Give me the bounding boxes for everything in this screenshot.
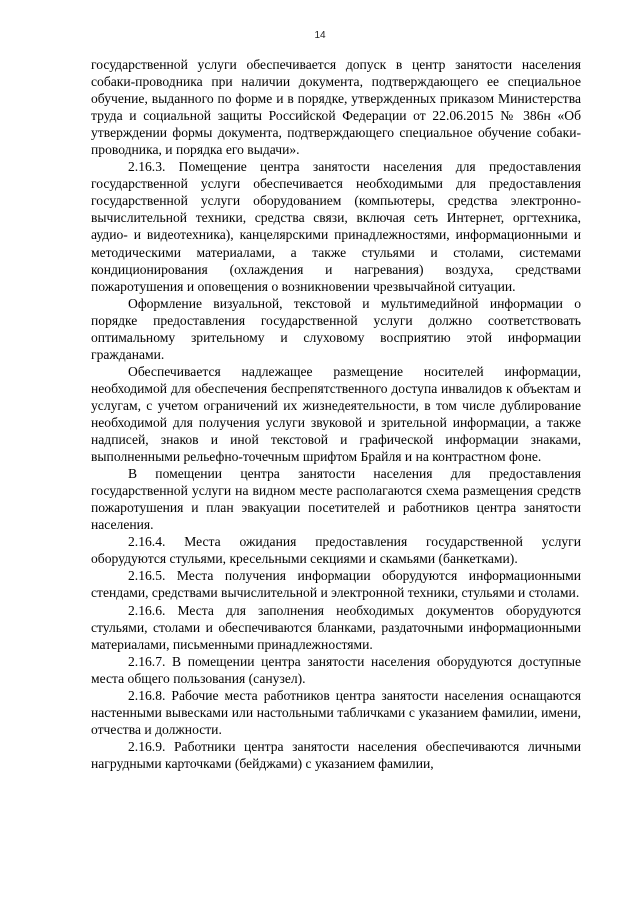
paragraph-visual-information: Оформление визуальной, текстовой и мультимедийной информации о порядке предоставления государственной услуги должно соответствовать оптимальному зрительному и слуховому восприятию этой информации гражданами.	[91, 295, 581, 362]
paragraph-2-16-9: 2.16.9. Работники центра занятости населения обеспечиваются личными нагрудными карточками (бейджами) с указанием фамилии,	[91, 738, 581, 771]
page-number: 14	[314, 30, 326, 41]
paragraph-2-16-3: 2.16.3. Помещение центра занятости населения для предоставления государственной услуги обеспечивается необходимыми для предоставления государственной услуги оборудованием (компьютеры, средства электронно-вычислительной техники, средства связи, включая сеть Интернет, оргтехника, аудио- и видеотехника), канцелярскими принадлежностями, информационными и методическими материалами, а также стульями и столами, системами кондиционирования (охлаждения и нагревания) воздуха, средствами пожаротушения и оповещения о возникновении чрезвычайной ситуации.	[91, 159, 581, 294]
paragraph-2-16-6: 2.16.6. Места для заполнения необходимых документов оборудуются стульями, столами и обеспечиваются бланками, раздаточными информационными материалами, письменными принадлежностями.	[91, 602, 581, 652]
paragraph-2-16-7: 2.16.7. В помещении центра занятости населения оборудуются доступные места общего пользования (санузел).	[91, 653, 581, 686]
paragraph-continuation: государственной услуги обеспечивается допуск в центр занятости населения собаки-проводника при наличии документа, подтверждающего ее специальное обучение, выданного по форме и в порядке, утвержденных приказом Министерства труда и социальной защиты Российской Федерации от 22.06.2015 № 386н «Об утверждении формы документа, подтверждающего специальное обучение собаки-проводника, и порядка его выдачи».	[91, 57, 581, 158]
paragraph-evacuation-plan: В помещении центра занятости населения для предоставления государственной услуги на видном месте располагаются схема размещения средств пожаротушения и план эвакуации посетителей и работников центра занятости населения.	[91, 466, 581, 533]
paragraph-2-16-4: 2.16.4. Места ожидания предоставления государственной услуги оборудуются стульями, кресельными секциями и скамьями (банкетками).	[91, 534, 581, 567]
document-body	[91, 56, 581, 772]
paragraph-accessibility-information: Обеспечивается надлежащее размещение носителей информации, необходимой для обеспечения беспрепятственного доступа инвалидов к объектам и услугам, с учетом ограничений их жизнедеятельности, в том числе дублирование необходимой для получения услуги звуковой и зрительной информации, а также надписей, знаков и иной текстовой и графической информации знаками, выполненными рельефно-точечным шрифтом Брайля и на контрастном фоне.	[91, 363, 581, 465]
paragraph-2-16-5: 2.16.5. Места получения информации оборудуются информационными стендами, средствами вычислительной и электронной техники, стульями и столами.	[91, 568, 581, 601]
paragraph-2-16-8: 2.16.8. Рабочие места работников центра занятости населения оснащаются настенными вывесками или настольными табличками с указанием фамилии, имени, отчества и должности.	[91, 687, 581, 737]
